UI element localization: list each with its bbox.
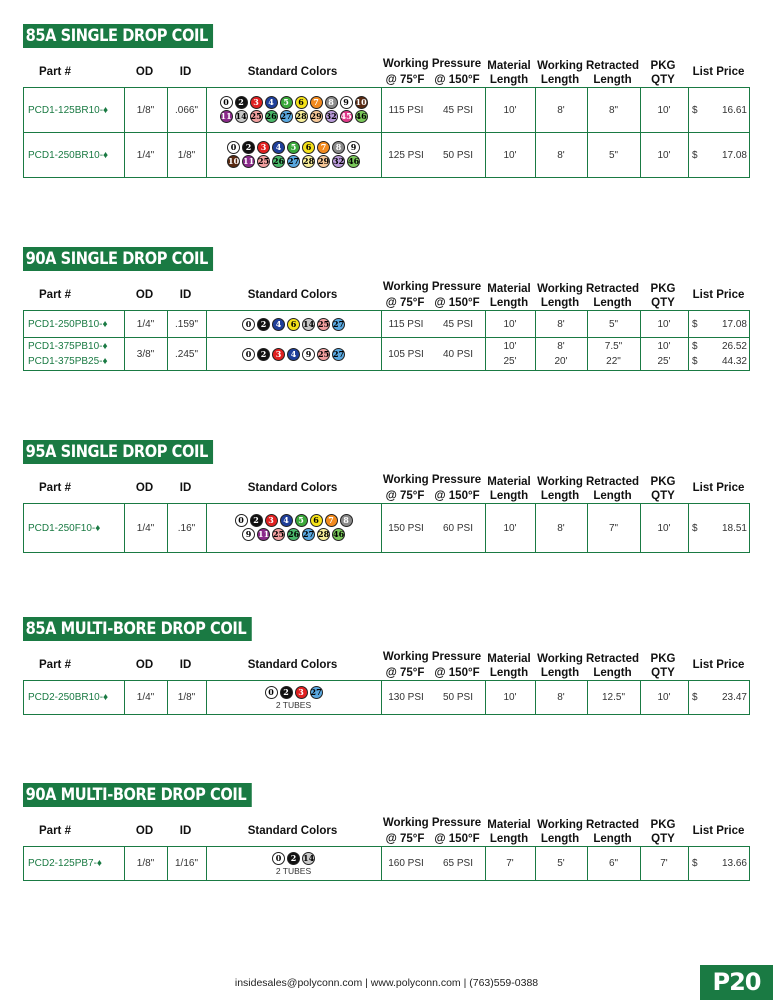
color-swatch-25: 25 (273, 529, 285, 539)
header-retracted: Retracted (586, 653, 640, 665)
standard-colors (206, 685, 381, 710)
header-standard-colors: Standard Colors (247, 482, 338, 494)
standard-colors (206, 95, 381, 124)
pressure-150f: 45 PSI (442, 104, 474, 116)
header-working: Working (537, 60, 583, 72)
header-material-length: Length (489, 297, 529, 309)
od-value: 1/8" (136, 104, 155, 116)
list-price: 26.52 (721, 341, 747, 352)
column-divider (688, 88, 689, 132)
tube-count: 2 TUBES (275, 699, 312, 710)
section-90a-single (23, 247, 750, 371)
color-swatch-11: 11 (258, 529, 270, 539)
part-number: PCD1-125BR10-♦ (28, 104, 109, 116)
color-swatch-9: 9 (302, 348, 315, 361)
retracted-length: 7" (608, 522, 619, 534)
color-swatch-8: 8 (325, 96, 338, 109)
color-swatch-row (206, 686, 381, 699)
color-swatch-26: 26 (265, 111, 277, 121)
color-swatch-25: 25 (258, 156, 270, 166)
header-at-75f: @ 75°F (385, 490, 425, 502)
color-swatch-32: 32 (325, 111, 337, 121)
footer-contact: insidesales@polyconn.com | www.polyconn.com | (763)559-0388 (234, 977, 539, 989)
product-table (23, 846, 750, 881)
column-divider (688, 311, 689, 337)
header-od: OD (135, 66, 154, 78)
part-number: PCD2-250BR10-♦ (28, 692, 109, 703)
header-retracted: Retracted (586, 476, 640, 488)
section-title: 90A MULTI-BORE DROP COIL (23, 783, 251, 807)
pressure-75f: 125 PSI (388, 149, 424, 161)
table-row (24, 681, 749, 714)
color-swatch-10: 10 (228, 156, 240, 166)
pkg-qty: 10' (657, 104, 671, 116)
header-standard-colors: Standard Colors (247, 659, 338, 671)
color-swatch-5: 5 (287, 141, 300, 154)
color-swatch-row (206, 318, 381, 331)
color-swatch-5: 5 (295, 514, 308, 527)
page-number-badge: P20 (700, 965, 773, 1000)
color-swatch-14: 14 (303, 852, 315, 863)
column-divider (688, 847, 689, 880)
header-pkg: PKG (650, 283, 676, 295)
header-list-price: List Price (692, 825, 745, 837)
color-swatch-6: 6 (310, 514, 323, 527)
header-retracted-length: Length (593, 490, 632, 502)
header-id: ID (179, 825, 192, 837)
product-table (23, 680, 750, 715)
color-swatch-32: 32 (333, 156, 345, 166)
header-part: Part # (39, 482, 71, 494)
color-swatch-7: 7 (310, 96, 323, 109)
color-swatch-row (206, 96, 381, 109)
working-length: 8' (557, 522, 565, 534)
part-number: PCD1-375PB25-♦ (28, 356, 108, 367)
table-row (24, 132, 749, 177)
color-swatch-28: 28 (303, 156, 315, 166)
table-row (24, 88, 749, 132)
id-value: .16" (177, 522, 196, 534)
color-swatch-10: 10 (355, 97, 367, 107)
header-material: Material (487, 653, 531, 665)
color-swatch-46: 46 (355, 111, 367, 121)
table-header (23, 53, 750, 87)
currency-symbol: $ (692, 149, 698, 161)
header-pkg: PKG (650, 653, 676, 665)
working-length: 8' (557, 149, 565, 161)
pkg-qty: 25' (657, 356, 671, 367)
header-part: Part # (39, 659, 71, 671)
header-working-length: Length (540, 297, 580, 309)
color-swatch-26: 26 (273, 156, 285, 166)
part-number: PCD2-125PB7-♦ (28, 858, 103, 869)
color-swatch-27: 27 (333, 348, 345, 359)
standard-colors (206, 317, 381, 332)
currency-symbol: $ (692, 522, 698, 534)
standard-colors (206, 347, 381, 362)
color-swatch-row (206, 141, 381, 154)
color-swatch-9: 9 (340, 96, 353, 109)
color-swatch-2: 2 (280, 686, 293, 699)
material-length: 10' (503, 318, 517, 330)
header-working-pressure: Working Pressure (382, 58, 482, 70)
id-value: .159" (174, 318, 198, 330)
color-swatch-2: 2 (235, 96, 248, 109)
list-price: 13.66 (721, 858, 747, 869)
header-part: Part # (39, 289, 71, 301)
header-retracted-length: Length (593, 667, 632, 679)
product-table (23, 87, 750, 178)
id-value: 1/16" (174, 858, 198, 869)
retracted-length: 8" (608, 104, 619, 116)
header-retracted-length: Length (593, 297, 632, 309)
color-swatch-3: 3 (295, 686, 308, 699)
color-swatch-5: 5 (280, 96, 293, 109)
pressure-150f: 40 PSI (442, 348, 474, 360)
od-value: 3/8" (136, 348, 155, 360)
color-swatch-0: 0 (235, 514, 248, 527)
color-swatch-11: 11 (243, 156, 255, 166)
header-at-150f: @ 150°F (434, 74, 480, 86)
color-swatch-2: 2 (257, 348, 270, 361)
section-90a-multi (23, 783, 750, 881)
header-at-150f: @ 150°F (434, 297, 480, 309)
color-swatch-4: 4 (265, 96, 278, 109)
working-length: 20' (554, 356, 568, 367)
header-id: ID (179, 482, 192, 494)
color-swatch-27: 27 (310, 686, 322, 697)
material-length: 10' (503, 692, 517, 703)
part-number: PCD1-250BR10-♦ (28, 149, 109, 161)
color-swatch-row (206, 110, 381, 123)
section-85a-single (23, 24, 750, 178)
currency-symbol: $ (692, 692, 698, 703)
header-od: OD (135, 825, 154, 837)
header-at-75f: @ 75°F (385, 297, 425, 309)
retracted-length: 7.5" (604, 341, 623, 352)
pressure-150f: 45 PSI (442, 318, 474, 330)
color-swatch-2: 2 (257, 318, 270, 331)
working-length: 8' (557, 341, 565, 352)
currency-symbol: $ (692, 356, 698, 367)
header-working-length: Length (540, 667, 580, 679)
standard-colors (206, 140, 381, 169)
color-swatch-2: 2 (287, 852, 300, 865)
header-pkg: PKG (650, 819, 676, 831)
id-value: 1/8" (177, 149, 196, 161)
color-swatch-9: 9 (347, 141, 360, 154)
color-swatch-4: 4 (287, 348, 300, 361)
header-list-price: List Price (692, 482, 745, 494)
color-swatch-25: 25 (318, 318, 330, 329)
header-list-price: List Price (692, 289, 745, 301)
color-swatch-4: 4 (272, 141, 285, 154)
color-swatch-28: 28 (295, 111, 307, 121)
color-swatch-27: 27 (303, 529, 315, 539)
header-material: Material (487, 60, 531, 72)
working-length: 8' (557, 318, 565, 330)
header-standard-colors: Standard Colors (247, 66, 338, 78)
color-swatch-0: 0 (242, 348, 255, 361)
retracted-length: 5" (608, 318, 619, 330)
pressure-75f: 160 PSI (388, 858, 424, 869)
retracted-length: 12.5" (601, 692, 625, 703)
header-part: Part # (39, 66, 71, 78)
header-working: Working (537, 653, 583, 665)
od-value: 1/4" (136, 149, 155, 161)
color-swatch-0: 0 (272, 852, 285, 865)
retracted-length: 22" (606, 356, 621, 367)
header-retracted: Retracted (586, 60, 640, 72)
header-standard-colors: Standard Colors (247, 289, 338, 301)
color-swatch-29: 29 (310, 111, 322, 121)
color-swatch-14: 14 (235, 111, 247, 121)
pressure-150f: 65 PSI (442, 858, 474, 869)
table-header (23, 646, 750, 680)
color-swatch-row (206, 852, 381, 865)
header-part: Part # (39, 825, 71, 837)
material-length: 10' (503, 104, 517, 116)
working-length: 5' (557, 858, 565, 869)
column-divider (688, 681, 689, 714)
part-number: PCD1-375PB10-♦ (28, 341, 108, 352)
header-working-length: Length (540, 490, 580, 502)
material-length: 7' (506, 858, 514, 869)
list-price: 23.47 (721, 692, 747, 703)
color-swatch-25: 25 (250, 111, 262, 121)
color-swatch-7: 7 (317, 141, 330, 154)
header-retracted: Retracted (586, 283, 640, 295)
header-working-length: Length (540, 833, 580, 845)
color-swatch-6: 6 (295, 96, 308, 109)
color-swatch-25: 25 (318, 348, 330, 359)
section-title: 95A SINGLE DROP COIL (23, 440, 213, 464)
table-row (24, 847, 749, 880)
working-length: 8' (557, 104, 565, 116)
product-table (23, 310, 750, 371)
od-value: 1/4" (136, 318, 155, 330)
pressure-150f: 60 PSI (442, 522, 474, 534)
currency-symbol: $ (692, 341, 698, 352)
material-length: 10' (503, 522, 517, 534)
color-swatch-8: 8 (332, 141, 345, 154)
color-swatch-row (206, 514, 381, 527)
color-swatch-4: 4 (280, 514, 293, 527)
part-number: PCD1-250PB10-♦ (28, 318, 108, 330)
column-divider (688, 504, 689, 552)
table-header (23, 276, 750, 310)
header-working-length: Length (540, 74, 580, 86)
list-price: 18.51 (721, 522, 747, 534)
color-swatch-9: 9 (242, 528, 255, 541)
color-swatch-7: 7 (325, 514, 338, 527)
pressure-75f: 130 PSI (388, 692, 424, 703)
id-value: 1/8" (177, 692, 196, 703)
header-at-75f: @ 75°F (385, 74, 425, 86)
header-at-150f: @ 150°F (434, 833, 480, 845)
od-value: 1/4" (136, 522, 155, 534)
header-working-pressure: Working Pressure (382, 474, 482, 486)
header-working: Working (537, 476, 583, 488)
header-material: Material (487, 283, 531, 295)
header-qty: QTY (651, 490, 675, 502)
color-swatch-2: 2 (242, 141, 255, 154)
header-at-75f: @ 75°F (385, 833, 425, 845)
od-value: 1/8" (136, 858, 155, 869)
pkg-qty: 10' (657, 318, 671, 330)
header-id: ID (179, 289, 192, 301)
header-qty: QTY (651, 74, 675, 86)
color-swatch-row (206, 528, 381, 541)
list-price: 17.08 (721, 149, 747, 161)
standard-colors (206, 851, 381, 876)
color-swatch-8: 8 (340, 514, 353, 527)
header-retracted: Retracted (586, 819, 640, 831)
header-material-length: Length (489, 667, 529, 679)
color-swatch-6: 6 (287, 318, 300, 331)
color-swatch-0: 0 (220, 96, 233, 109)
color-swatch-0: 0 (265, 686, 278, 699)
material-length: 10' (503, 341, 517, 352)
color-swatch-3: 3 (250, 96, 263, 109)
pressure-150f: 50 PSI (442, 692, 474, 703)
working-length: 8' (557, 692, 565, 703)
header-list-price: List Price (692, 66, 745, 78)
color-swatch-3: 3 (257, 141, 270, 154)
section-85a-multi (23, 617, 750, 715)
material-length: 10' (503, 149, 517, 161)
pressure-150f: 50 PSI (442, 149, 474, 161)
pkg-qty: 10' (657, 692, 671, 703)
color-swatch-row (206, 155, 381, 168)
id-value: .245" (174, 348, 198, 360)
header-retracted-length: Length (593, 833, 632, 845)
section-title: 85A SINGLE DROP COIL (23, 24, 213, 48)
header-at-150f: @ 150°F (434, 667, 480, 679)
column-divider (688, 133, 689, 177)
tube-count: 2 TUBES (275, 865, 312, 876)
color-swatch-29: 29 (318, 156, 330, 166)
header-qty: QTY (651, 667, 675, 679)
color-swatch-26: 26 (288, 529, 300, 539)
pressure-75f: 115 PSI (388, 318, 424, 330)
list-price: 44.32 (721, 356, 747, 367)
pressure-75f: 150 PSI (388, 522, 424, 534)
pkg-qty: 7' (660, 858, 668, 869)
header-material-length: Length (489, 833, 529, 845)
currency-symbol: $ (692, 318, 698, 330)
list-price: 16.61 (721, 104, 747, 116)
retracted-length: 5" (608, 149, 619, 161)
pkg-qty: 10' (657, 522, 671, 534)
header-working-pressure: Working Pressure (382, 651, 482, 663)
color-swatch-0: 0 (227, 141, 240, 154)
header-list-price: List Price (692, 659, 745, 671)
header-qty: QTY (651, 833, 675, 845)
header-material-length: Length (489, 490, 529, 502)
color-swatch-4: 4 (272, 318, 285, 331)
header-od: OD (135, 659, 154, 671)
color-swatch-2: 2 (250, 514, 263, 527)
header-material: Material (487, 476, 531, 488)
color-swatch-6: 6 (302, 141, 315, 154)
header-material: Material (487, 819, 531, 831)
od-value: 1/4" (136, 692, 155, 703)
header-pkg: PKG (650, 476, 676, 488)
header-working: Working (537, 283, 583, 295)
pkg-qty: 10' (657, 149, 671, 161)
standard-colors (206, 513, 381, 542)
id-value: .066" (174, 104, 198, 116)
header-working: Working (537, 819, 583, 831)
retracted-length: 6" (608, 858, 619, 869)
color-swatch-3: 3 (265, 514, 278, 527)
table-header (23, 469, 750, 503)
table-row (24, 337, 749, 370)
table-row (24, 504, 749, 552)
header-working-pressure: Working Pressure (382, 281, 482, 293)
table-header (23, 812, 750, 846)
header-od: OD (135, 289, 154, 301)
pkg-qty: 10' (657, 341, 671, 352)
color-swatch-14: 14 (303, 318, 315, 329)
color-swatch-46: 46 (333, 529, 345, 539)
part-number: PCD1-250F10-♦ (28, 522, 101, 534)
header-standard-colors: Standard Colors (247, 825, 338, 837)
header-id: ID (179, 659, 192, 671)
header-id: ID (179, 66, 192, 78)
header-od: OD (135, 482, 154, 494)
header-retracted-length: Length (593, 74, 632, 86)
header-working-pressure: Working Pressure (382, 817, 482, 829)
currency-symbol: $ (692, 104, 698, 116)
color-swatch-27: 27 (333, 318, 345, 329)
color-swatch-46: 46 (348, 156, 360, 166)
color-swatch-28: 28 (318, 529, 330, 539)
header-pkg: PKG (650, 60, 676, 72)
section-title: 90A SINGLE DROP COIL (23, 247, 213, 271)
header-qty: QTY (651, 297, 675, 309)
currency-symbol: $ (692, 858, 698, 869)
pressure-75f: 105 PSI (388, 348, 424, 360)
color-swatch-row (206, 348, 381, 361)
color-swatch-45: 45 (340, 111, 352, 121)
color-swatch-27: 27 (288, 156, 300, 166)
color-swatch-27: 27 (280, 111, 292, 121)
header-at-75f: @ 75°F (385, 667, 425, 679)
header-material-length: Length (489, 74, 529, 86)
material-length: 25' (503, 356, 517, 367)
pressure-75f: 115 PSI (388, 104, 424, 116)
table-row (24, 311, 749, 337)
color-swatch-3: 3 (272, 348, 285, 361)
list-price: 17.08 (721, 318, 747, 330)
product-table (23, 503, 750, 553)
section-title: 85A MULTI-BORE DROP COIL (23, 617, 251, 641)
section-95a-single (23, 440, 750, 553)
color-swatch-0: 0 (242, 318, 255, 331)
column-divider (688, 338, 689, 370)
color-swatch-11: 11 (220, 111, 232, 121)
header-at-150f: @ 150°F (434, 490, 480, 502)
